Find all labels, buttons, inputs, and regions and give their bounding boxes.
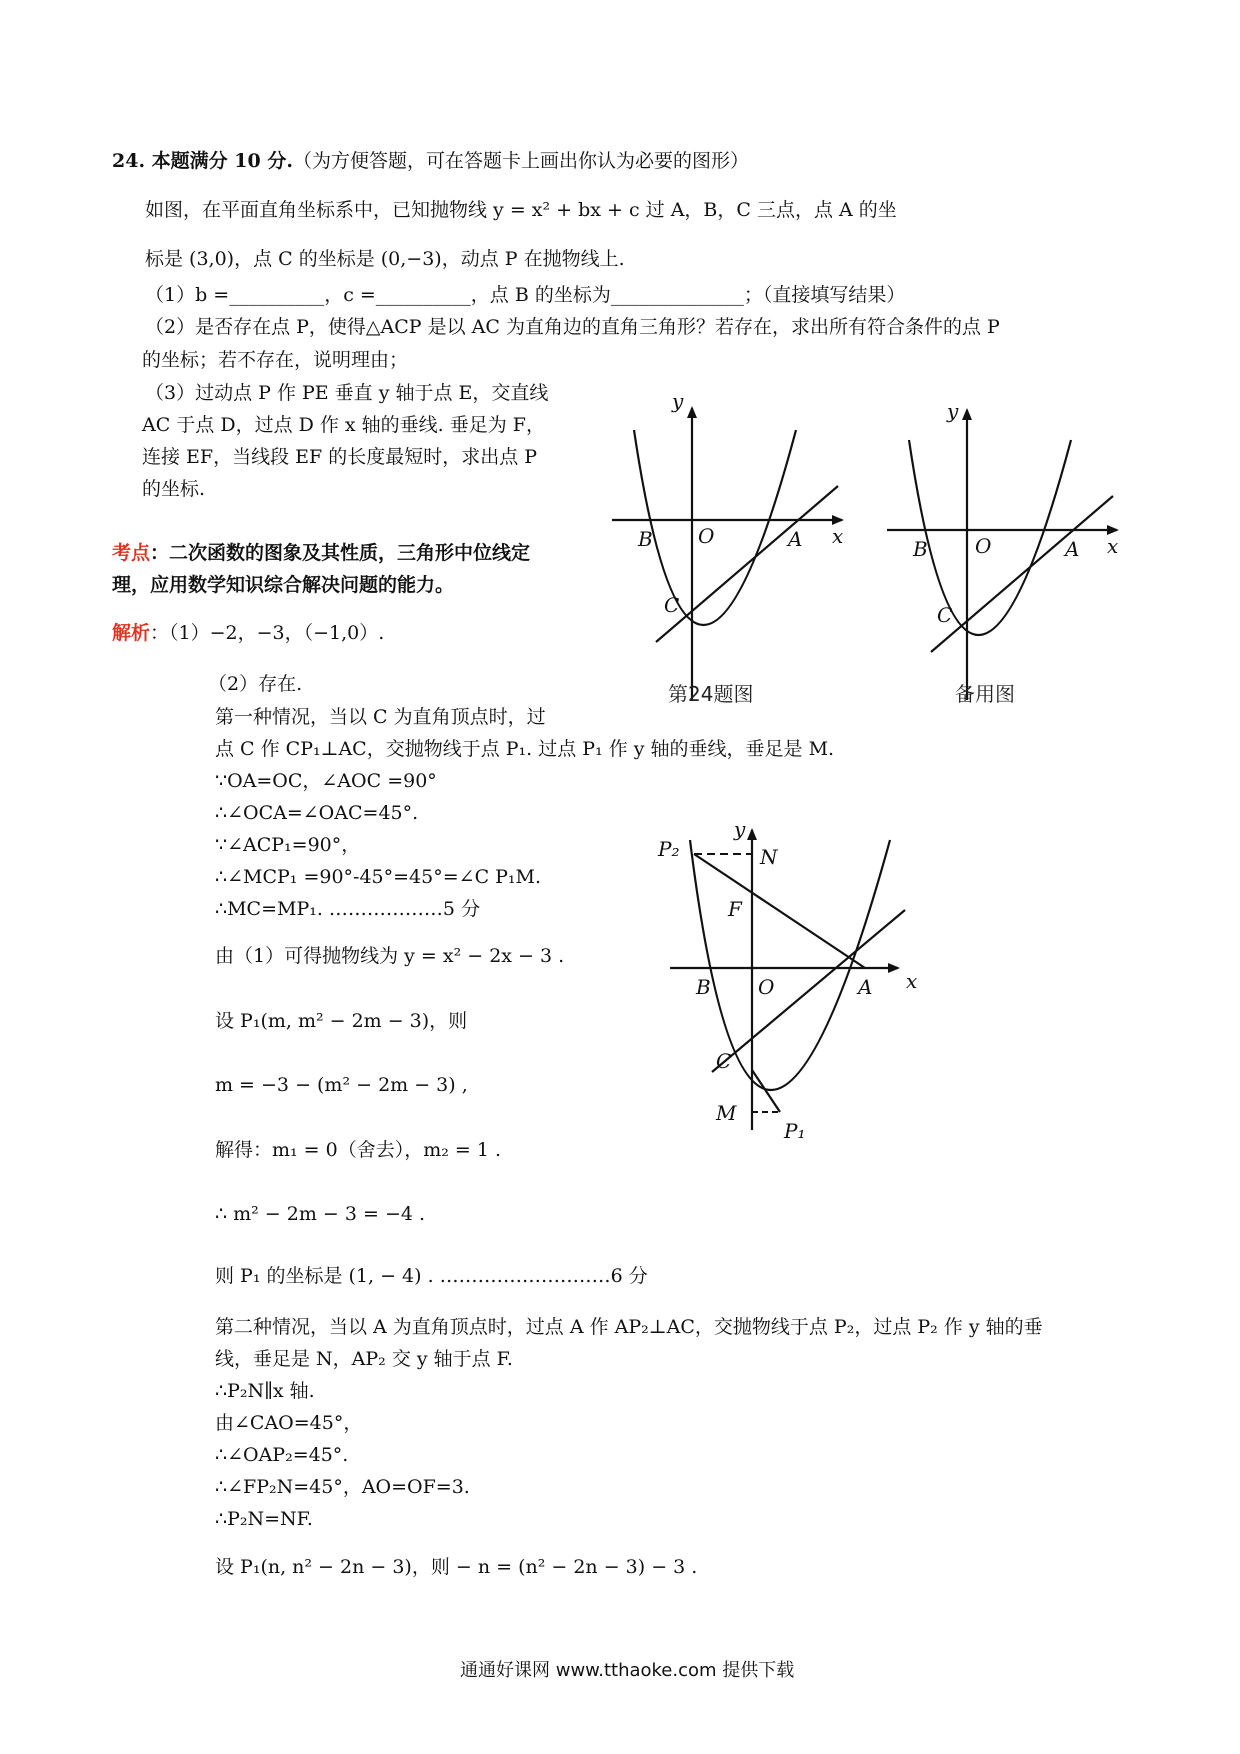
label-p1: P₁ [784,1119,806,1143]
label-o: O [758,975,775,999]
solution-line: 线，垂足是 N，AP₂ 交 y 轴于点 F. [215,1348,513,1370]
solution-line: 点 C 作 CP₁⊥AC，交抛物线于点 P₁. 过点 P₁ 作 y 轴的垂线，垂足是 M. [215,738,835,760]
label-x: x [906,969,918,993]
label-m: M [716,1101,737,1125]
solution-line: ∴∠OAP₂=45°. [215,1444,349,1466]
solution-line: ∴P₂N=NF. [215,1508,313,1530]
question-3-line-3: 连接 EF，当线段 EF 的长度最短时，求出点 P [142,446,538,468]
solution-line: ∵OA=OC，∠AOC =90° [215,770,437,792]
label-f: F [728,897,742,921]
stem-line-2: 标是 (3,0)，点 C 的坐标是 (0,−3)，动点 P 在抛物线上. [145,248,625,270]
solution-line: 则 P₁ 的坐标是 (1, − 4) . ………………………6 分 [215,1265,648,1287]
solution-line: 第二种情况，当以 A 为直角顶点时，过点 A 作 AP₂⊥AC，交抛物线于点 P₂，过点 P₂ 作 y 轴的垂 [215,1316,1043,1338]
label-a: A [858,975,873,999]
line-ap2 [694,854,865,968]
question-1: （1）b =__________，c =__________，点 B 的坐标为______________；（直接填写结果） [145,284,906,306]
solution-line: m = −3 − (m² − 2m − 3) , [215,1074,468,1096]
question-2-line-1: （2）是否存在点 P，使得△ACP 是以 AC 为直角边的直角三角形？若存在，求出所有符合条件的点 P [145,316,1000,338]
line-cp1 [752,1070,780,1112]
y-axis-arrow [687,406,697,418]
label-y: y [672,390,684,413]
label-o: O [698,524,715,548]
solution-line: 由∠CAO=45°， [215,1412,363,1434]
problem-title: 24. 本题满分 10 分. [112,150,293,172]
figure-spare [885,400,1125,710]
label-a: A [1065,537,1080,561]
jiexi-part-1: ：（1）−2，−3，（−1,0）. [150,622,385,644]
kaodian-label: 考点 [112,542,151,564]
label-c: C [664,593,680,617]
solution-line: ∴∠MCP₁ =90°-45°=45°=∠C P₁M. [215,866,542,888]
label-y: y [947,400,959,423]
footer: 通通好课网 www.tthaoke.com 提供下载 [460,1660,795,1681]
solution-line: 第一种情况，当以 C 为直角顶点时，过 [215,706,546,728]
line-ac [656,486,838,642]
y-axis-arrow [747,828,757,840]
solution-line: ∴∠FP₂N=45°，AO=OF=3. [215,1476,470,1498]
kaodian-line-1 [112,542,530,565]
parabola [634,430,796,625]
label-o: O [975,534,992,558]
line-ac [712,910,905,1072]
solution-line: ∴MC=MP₁. ………………5 分 [215,898,481,920]
figure-1-caption: 第24题图 [668,682,754,706]
stem-line-1: 如图，在平面直角坐标系中，已知抛物线 y = x² + bx + c 过 A，B，C 三点，点 A 的坐 [145,199,897,221]
label-x: x [1107,534,1119,558]
label-c: C [716,1049,732,1073]
y-axis-arrow [962,408,972,420]
kaodian-text-1: ：二次函数的图象及其性质，三角形中位线定 [150,542,531,564]
x-axis-arrow [888,963,900,973]
question-3-line-1: （3）过动点 P 作 PE 垂直 y 轴于点 E，交直线 [145,382,549,404]
problem-title-row [112,150,749,173]
label-x: x [832,524,844,548]
solution-line: 设 P₁(m, m² − 2m − 3)，则 [215,1010,468,1032]
question-2-line-2: 的坐标；若不存在，说明理由； [142,349,409,371]
figure-2-caption: 备用图 [955,682,1015,706]
solution-line: ∴ m² − 2m − 3 = −4 . [215,1203,426,1225]
question-3-line-2: AC 于点 D，过点 D 作 x 轴的垂线. 垂足为 F， [142,414,545,436]
solution-line: 解得：m₁ = 0（舍去），m₂ = 1 . [215,1139,502,1161]
problem-title-note: （为方便答题，可在答题卡上画出你认为必要的图形） [292,150,749,172]
solution-line: 设 P₁(n, n² − 2n − 3)，则 − n = (n² − 2n − 3) − 3 . [215,1556,698,1578]
label-b: B [638,527,653,551]
solution-line: ∴∠OCA=∠OAC=45°. [215,802,419,824]
solution-line: ∴P₂N∥x 轴. [215,1380,315,1402]
jiexi-line [112,622,384,645]
line-ac [931,496,1113,652]
kaodian-line-2: 理，应用数学知识综合解决问题的能力。 [112,574,455,596]
jiexi-label: 解析 [112,622,151,644]
label-p2: P₂ [658,837,680,861]
label-a: A [788,527,803,551]
solution-line: 由（1）可得抛物线为 y = x² − 2x − 3 . [215,945,565,967]
label-n: N [760,845,778,869]
label-b: B [913,537,928,561]
label-y: y [734,817,746,841]
label-c: C [937,603,953,627]
figure-solution [650,810,940,1160]
solution-line: （2）存在. [208,673,303,695]
solution-line: ∵∠ACP₁=90°， [215,834,361,856]
figure-problem-24 [610,390,850,710]
label-b: B [696,975,711,999]
question-3-line-4: 的坐标. [142,478,206,500]
